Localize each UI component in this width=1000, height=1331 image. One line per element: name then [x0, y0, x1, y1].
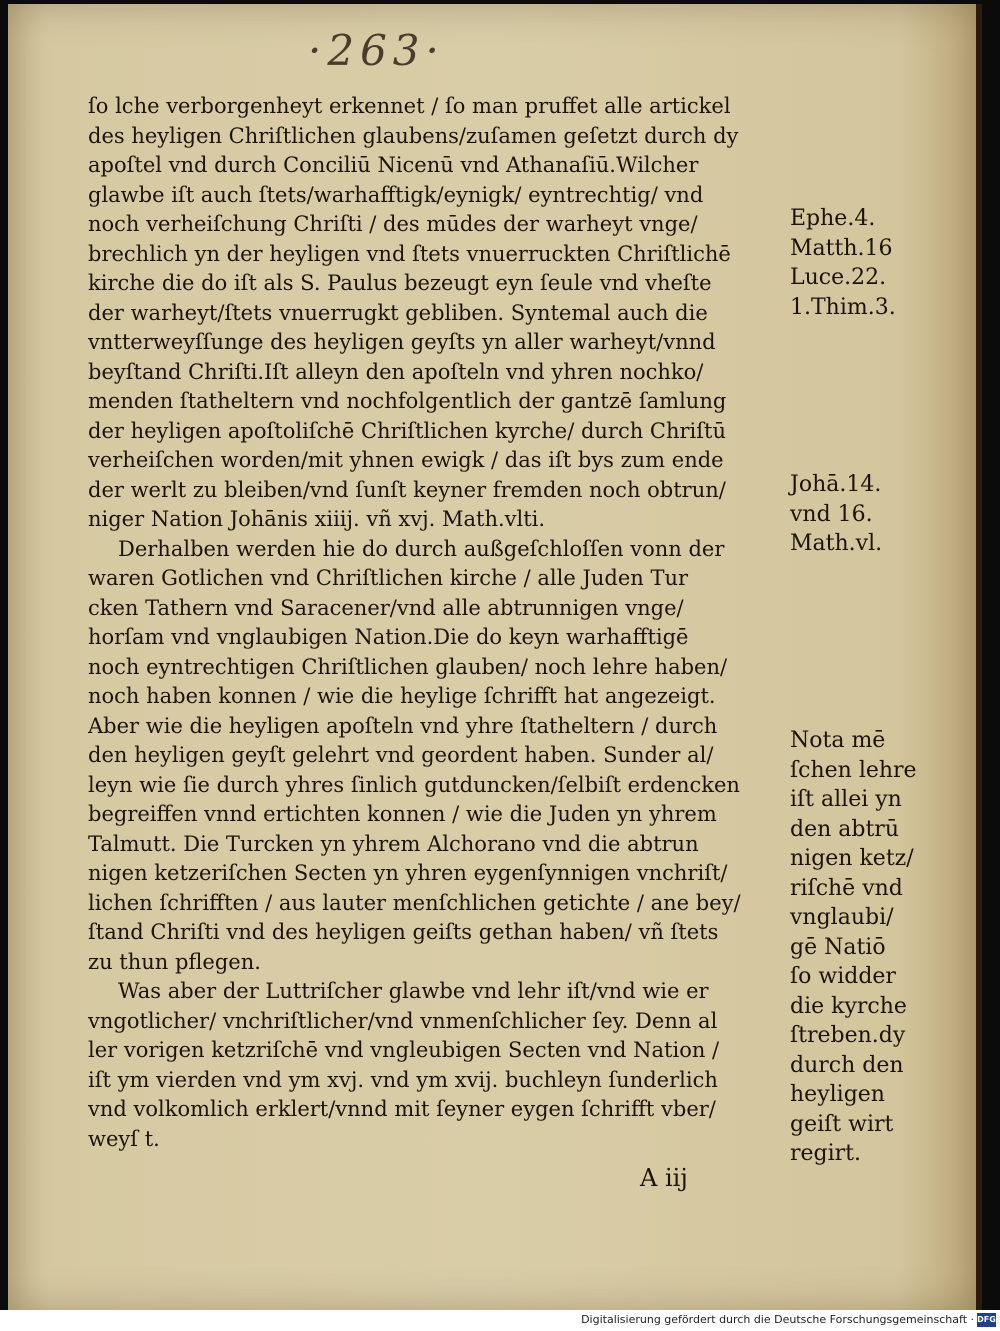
- margin-note-line: die kyrche: [790, 993, 907, 1019]
- margin-note-line: gē Natiō: [790, 934, 886, 960]
- margin-note-line: vnd 16.: [790, 501, 873, 527]
- text-line: horſam vnd vnglaubigen Nation.Die do keyn warhafftigē: [88, 625, 689, 649]
- text-line: kirche die do iſt als S. Paulus bezeugt eyn ſeule vnd vheſte: [88, 271, 712, 295]
- margin-note-line: den abtrū: [790, 816, 899, 842]
- margin-note-line: ſchen lehre: [790, 757, 917, 783]
- text-line: glawbe iſt auch ſtets/warhafftigk/eynigk/ eyntrechtig/ vnd: [88, 182, 704, 207]
- text-line: cken Tathern vnd Saracener/vnd alle abtrunnigen vnge/: [88, 595, 684, 620]
- margin-note-line: riſchē vnd: [790, 875, 903, 901]
- margin-note-line: Nota mē: [790, 728, 886, 753]
- margin-note-line: iſt allei yn: [790, 787, 902, 812]
- margin-note-line: nigen ketz/: [790, 846, 914, 871]
- text-line: ler vorigen ketzriſchē vnd vngleubigen Secten vnd Nation /: [88, 1038, 720, 1062]
- margin-note-line: 1.Thim.3.: [790, 294, 896, 320]
- margin-note-line: Matth.16: [790, 235, 893, 261]
- margin-note-line: durch den: [790, 1052, 904, 1078]
- text-line: noch eyntrechtigen Chriſtlichen glauben/ noch lehre haben/: [88, 654, 728, 679]
- text-line: weyſ t.: [88, 1126, 160, 1151]
- text-line: des heyligen Chriſtlichen glaubens/zuſamen geſetzt durch dy: [88, 123, 739, 148]
- text-line: niger Nation Johānis xiiij. vñ xvj. Math.vlti.: [88, 507, 546, 531]
- text-line: noch verheiſchung Chriſti / des mūdes der warheyt vnge/: [88, 212, 698, 236]
- margin-note-line: ſo widder: [790, 964, 896, 989]
- margin-note-line: Math.vl.: [790, 531, 883, 556]
- text-line: zu thun pflegen.: [88, 949, 261, 974]
- page-number: ·263·: [308, 26, 445, 75]
- text-line: der warheyt/ſtets vnuerrugkt gebliben. Syntemal auch die: [88, 300, 708, 325]
- text-line: waren Gotlichen vnd Chriſtlichen kirche / alle Juden Tur: [88, 566, 689, 590]
- text-line: brechlich yn der heyligen vnd ſtets vnuerruckten Chriſtlichē: [88, 241, 731, 266]
- text-line: Talmutt. Die Turcken yn yhrem Alchorano vnd die abtrun: [88, 831, 699, 856]
- text-line: den heyligen geyſt gelehrt vnd geordent haben. Sunder al/: [88, 743, 714, 767]
- text-line: nigen ketzeriſchen Secten yn yhren eygenſynnigen vnchriſt/: [88, 861, 728, 885]
- margin-note-line: Johā.14.: [790, 472, 882, 497]
- text-line: begreiffen vnnd ertichten konnen / wie die Juden yn yhrem: [88, 802, 717, 826]
- footer-bar: [0, 1310, 1000, 1331]
- text-line: der werlt zu bleiben/vnd ſunſt keyner fremden noch obtrun/: [88, 477, 726, 502]
- text-line: ſtand Chriſti vnd des heyligen geiſts gethan haben/ vñ ſtets: [88, 920, 719, 944]
- dfg-logo: DFG: [977, 1313, 996, 1327]
- text-line: verheiſchen worden/mit yhnen ewigk / das iſt bys zum ende: [88, 448, 724, 472]
- text-line: Was aber der Luttriſcher glawbe vnd lehr iſt/vnd wie er: [118, 979, 709, 1003]
- text-line: Derhalben werden hie do durch außgeſchloſſen vonn der: [118, 536, 725, 561]
- text-line: beyſtand Chriſti.Iſt alleyn den apoſteln vnd yhren nochko/: [88, 359, 704, 384]
- margin-note-line: vnglaubi/: [790, 905, 894, 930]
- body-text: [88, 92, 782, 1154]
- text-line: Aber wie die heyligen apoſteln vnd yhre ſtatheltern / durch: [88, 713, 718, 738]
- margin-note-line: heyligen: [790, 1082, 885, 1107]
- text-line: iſt ym vierden vnd ym xvj. vnd ym xvij. buchleyn ſunderlich: [88, 1067, 718, 1092]
- text-line: vntterweyſſunge des heyligen geyſts yn aller warheyt/vnnd: [88, 330, 716, 354]
- text-line: ſo lche verborgenheyt erkennet / ſo man pruffet alle artickel: [88, 94, 731, 118]
- text-line: leyn wie ſie durch yhres ſinlich gutduncken/ſelbiſt erdencken: [88, 772, 740, 797]
- text-line: noch haben konnen / wie die heylige ſchrifft hat angezeigt.: [88, 684, 716, 708]
- margin-note-line: geiſt wirt: [790, 1111, 894, 1137]
- margin-note-line: Luce.22.: [790, 265, 887, 290]
- text-line: lichen ſchrifften / aus lauter menſchlichen getichte / ane bey/: [88, 890, 741, 915]
- text-line: der heyligen apoſtoliſchē Chriſtlichen kyrche/ durch Chriſtū: [88, 418, 727, 443]
- signature-mark: A iij: [640, 1164, 688, 1192]
- book-page: [8, 4, 982, 1310]
- margin-note-line: Ephe.4.: [790, 206, 876, 231]
- footer-credit: Digitalisierung gefördert durch die Deutsche Forschungsgemeinschaft ·: [581, 1313, 974, 1326]
- margin-note-line: regirt.: [790, 1141, 862, 1166]
- text-line: menden ſtatheltern vnd nochfolgentlich der gantzē ſamlung: [88, 389, 727, 413]
- margin-note-line: ſtreben.dy: [790, 1023, 906, 1048]
- text-line: vngotlicher/ vnchriſtlicher/vnd vnmenſchlicher ſey. Denn al: [88, 1008, 718, 1033]
- text-line: vnd volkomlich erklert/vnnd mit ſeyner eygen ſchrifft vber/: [88, 1097, 716, 1121]
- margin-note-references-1: [790, 204, 896, 322]
- margin-note-references-2: [790, 470, 882, 559]
- margin-note-nota: [790, 726, 917, 1169]
- text-line: apoſtel vnd durch Conciliū Nicenū vnd Athanaſiū.Wilcher: [88, 153, 699, 177]
